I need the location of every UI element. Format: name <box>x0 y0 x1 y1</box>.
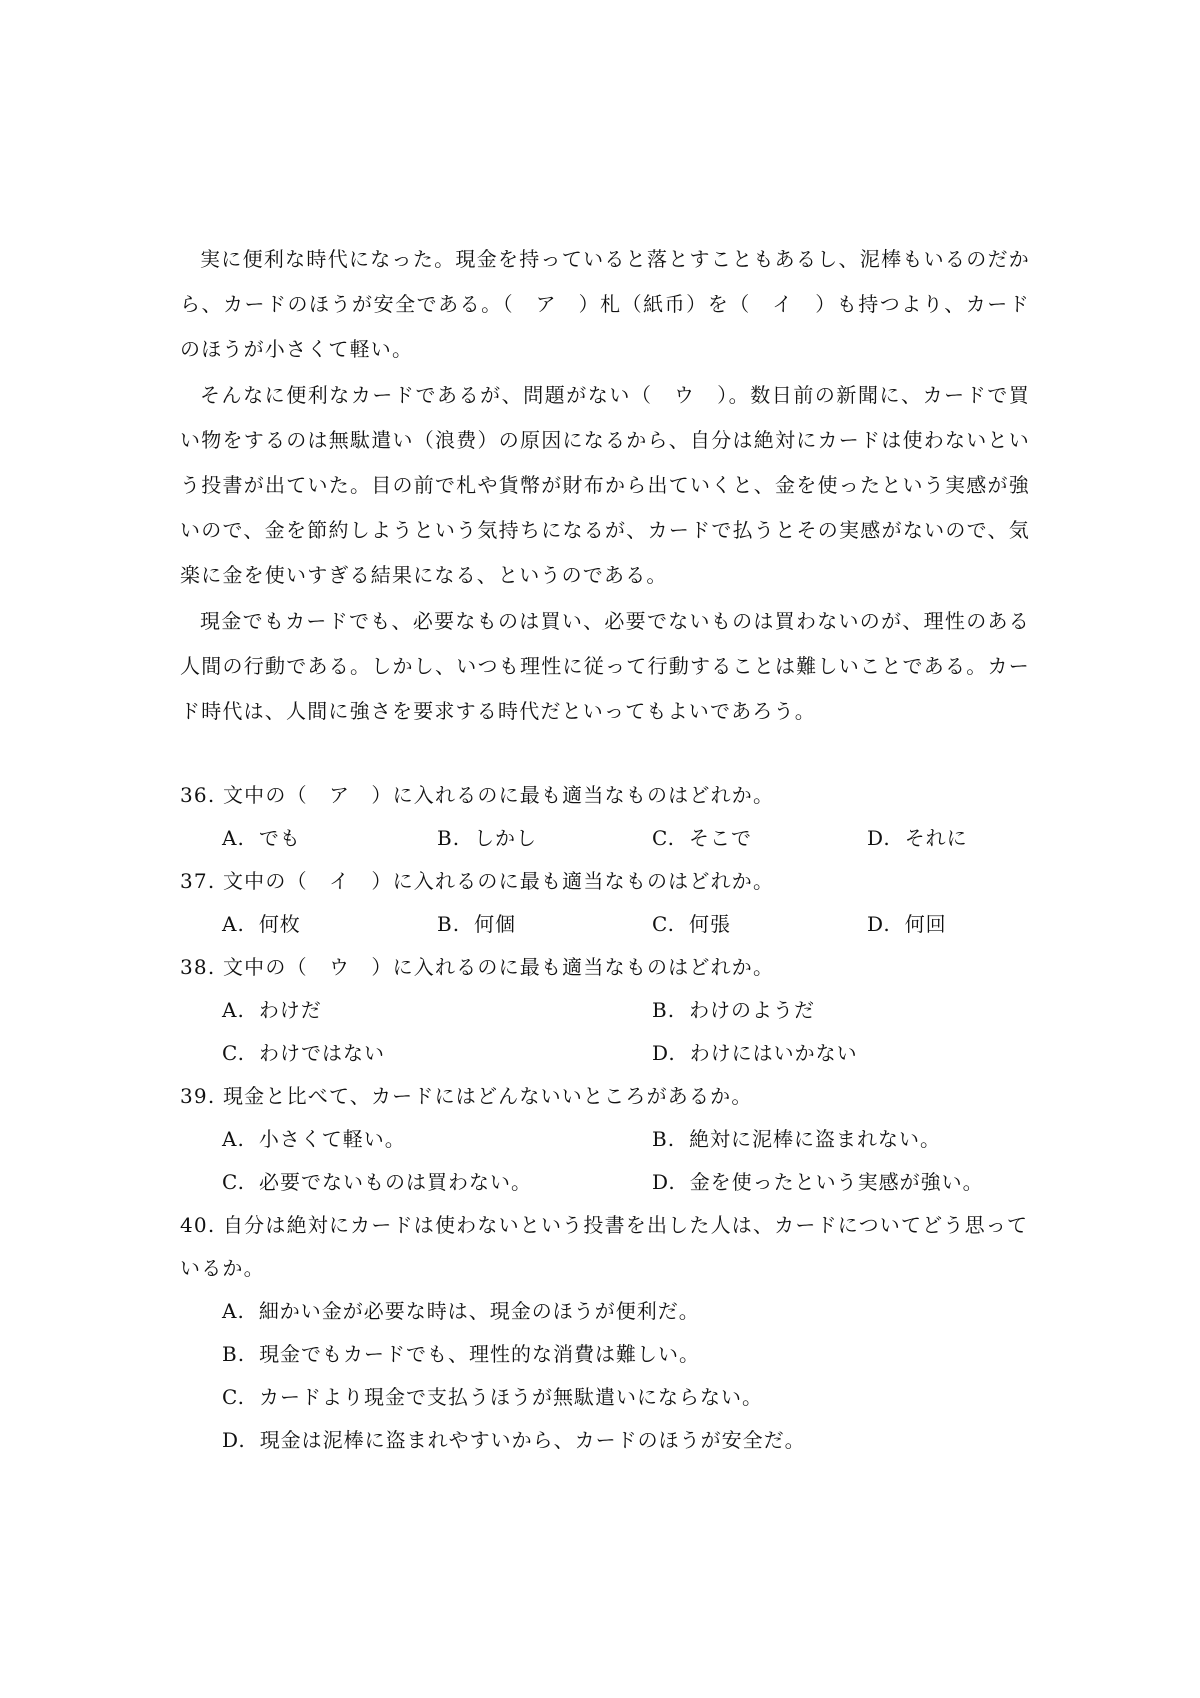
question-38 <box>180 946 1030 1075</box>
question-37 <box>180 860 1030 946</box>
question-stem: 37. 文中の（ イ ）に入れるのに最も適当なものはどれか。 <box>180 869 775 894</box>
option-a: A. 細かい金が必要な時は、現金のほうが便利だ。 <box>222 1299 700 1324</box>
option-c: C. わけではない <box>222 1041 385 1066</box>
option-b: B. わけのようだ <box>652 998 816 1023</box>
option-d: D. それに <box>867 826 968 851</box>
passage-paragraph-2: そんなに便利なカードであるが、問題がない（ ウ ）。数日前の新聞に、カードで買い物をするのは無駄遣い（浪费）の原因になるから、自分は絶対にカードは使わないという投書が出ていた。目の前で札や貨幣が財布から出ていくと、金を使ったという実感が強いので、金を節約しようという気持ちになるが、カードで払うとその実感がないので、気楽に金を使いすぎる結果になる、というのである。 <box>180 382 1030 588</box>
option-d: D. 現金は泥棒に盗まれやすいから、カードのほうが安全だ。 <box>222 1428 806 1453</box>
option-list <box>180 903 1030 946</box>
reading-passage <box>180 237 1030 734</box>
option-c: C. カードより現金で支払うほうが無駄遣いにならない。 <box>222 1385 763 1410</box>
question-stem: 36. 文中の（ ア ）に入れるのに最も適当なものはどれか。 <box>180 783 775 808</box>
option-list <box>180 1290 1030 1462</box>
question-list <box>180 774 1030 1462</box>
option-a: A. 小さくて軽い。 <box>222 1127 406 1152</box>
passage-paragraph-1: 実に便利な時代になった。現金を持っていると落とすこともあるし、泥棒もいるのだから、カードのほうが安全である。（ ア ）札（紙币）を（ イ ）も持つより、カードのほうが小さくて軽い。 <box>180 247 1030 362</box>
option-d: D. 金を使ったという実感が強い。 <box>652 1170 984 1195</box>
question-stem: 40. 自分は絶対にカードは使わないという投書を出した人は、カードについてどう思っているか。 <box>180 1213 1029 1281</box>
question-stem: 39. 現金と比べて、カードにはどんないいところがあるか。 <box>180 1084 753 1109</box>
option-a: A. でも <box>222 826 301 851</box>
passage-paragraph-3: 現金でもカードでも、必要なものは買い、必要でないものは買わないのが、理性のある人間の行動である。しかし、いつも理性に従って行動することは難しいことである。カード時代は、人間に強さを要求する時代だといってもよいであろう。 <box>180 608 1030 724</box>
option-d: D. わけにはいかない <box>652 1041 858 1066</box>
option-b: B. 現金でもカードでも、理性的な消費は難しい。 <box>222 1342 701 1367</box>
question-36 <box>180 774 1030 860</box>
option-list <box>180 1118 1030 1204</box>
option-d: D. 何回 <box>867 912 947 937</box>
option-b: B. 何個 <box>437 912 517 937</box>
option-a: A. わけだ <box>222 998 322 1023</box>
option-b: B. 絶対に泥棒に盗まれない。 <box>652 1127 942 1152</box>
question-39 <box>180 1075 1030 1204</box>
option-c: C. 必要でないものは買わない。 <box>222 1170 532 1195</box>
exam-page <box>180 237 1030 1462</box>
question-stem: 38. 文中の（ ウ ）に入れるのに最も適当なものはどれか。 <box>180 955 775 980</box>
question-40 <box>180 1204 1030 1462</box>
option-list <box>180 817 1030 860</box>
option-list <box>180 989 1030 1075</box>
option-c: C. 何張 <box>652 912 731 937</box>
option-a: A. 何枚 <box>222 912 301 937</box>
option-b: B. しかし <box>437 826 538 851</box>
option-c: C. そこで <box>652 826 752 851</box>
